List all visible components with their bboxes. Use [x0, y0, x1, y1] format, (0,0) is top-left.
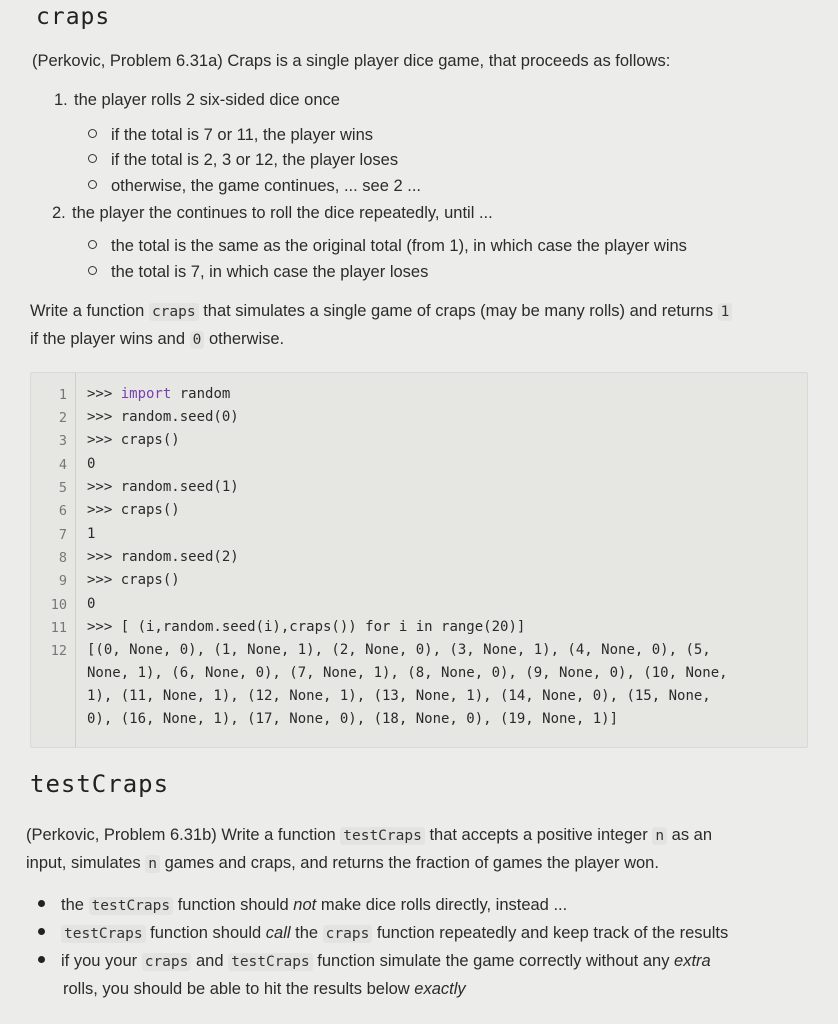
code-line [87, 596, 95, 612]
circle-bullet-icon [88, 129, 97, 138]
step-1 [54, 87, 340, 114]
bullet-text: function should [150, 924, 262, 942]
inline-code: craps [323, 925, 373, 943]
bullet-2 [38, 920, 728, 948]
prompt: >>> [87, 619, 121, 635]
code-output: 0 [87, 596, 96, 612]
prompt: >>> [87, 502, 121, 518]
emphasis: call [265, 924, 291, 942]
code-text: craps() [120, 502, 180, 518]
circle-bullet-icon [88, 240, 97, 249]
bullet-text: and [195, 952, 224, 970]
code-text: random [171, 386, 231, 402]
emphasis: exactly [414, 980, 466, 998]
sub-item-text: if the total is 7 or 11, the player wins [111, 126, 373, 144]
task-text: Write a function [30, 302, 145, 320]
bullet-text: make dice rolls directly, instead ... [320, 896, 568, 914]
step-2-sub-2 [88, 259, 428, 286]
inline-code: 1 [718, 303, 733, 321]
section-title-craps: craps [36, 4, 111, 30]
inline-code: testCraps [340, 827, 425, 845]
code-line [87, 549, 239, 565]
inline-code: n [652, 827, 667, 845]
line-number: 1 [58, 387, 67, 403]
line-number: 10 [50, 597, 67, 613]
code-text: random.seed(1) [120, 479, 239, 495]
line-number: 6 [58, 503, 67, 519]
bullet-dot-icon [38, 928, 45, 935]
sub-item-text: the total is 7, in which case the player loses [111, 263, 429, 281]
line-number: 9 [58, 573, 67, 589]
line-number-gutter [31, 373, 76, 747]
step-2-number: 2. [52, 204, 66, 222]
intro-text: that accepts a positive integer [429, 826, 648, 844]
code-example-block [30, 372, 808, 748]
step-2-text: the player the continues to roll the dice repeatedly, until ... [72, 204, 493, 222]
prompt: >>> [87, 572, 121, 588]
testcraps-intro [26, 822, 816, 878]
craps-task [30, 298, 810, 354]
code-line [87, 642, 711, 658]
keyword: import [120, 386, 172, 402]
task-text: that simulates a single game of craps (may be many rolls) and returns [203, 302, 714, 320]
line-number: 8 [58, 550, 67, 566]
sub-item-text: if the total is 2, 3 or 12, the player loses [111, 151, 399, 169]
code-line [87, 572, 180, 588]
step-1-text: the player rolls 2 six-sided dice once [74, 91, 340, 109]
code-output: 1 [87, 526, 96, 542]
code-output: 0 [87, 456, 96, 472]
intro-text: (Perkovic, Problem 6.31b) Write a function [26, 826, 336, 844]
code-line [87, 432, 180, 448]
task-text: otherwise. [208, 330, 285, 348]
line-number: 11 [50, 620, 67, 636]
craps-intro: (Perkovic, Problem 6.31a) Craps is a single player dice game, that proceeds as follows: [32, 52, 671, 70]
bullet-text: the [61, 896, 84, 914]
prompt: >>> [87, 549, 121, 565]
inline-code: 0 [190, 331, 205, 349]
task-text: if the player wins and [30, 330, 186, 348]
step-2-sub-1 [88, 233, 687, 260]
line-number: 7 [58, 527, 67, 543]
line-number: 4 [58, 457, 67, 473]
section-title-testcraps: testCraps [30, 770, 170, 798]
inline-code: n [145, 855, 160, 873]
bullet-dot-icon [38, 900, 45, 907]
sub-item-text: the total is the same as the original total (from 1), in which case the player wins [111, 237, 687, 255]
bullet-dot-icon [38, 956, 45, 963]
bullet-text: if you your [61, 952, 138, 970]
sub-item-text: otherwise, the game continues, ... see 2 ... [111, 177, 422, 195]
inline-code: craps [142, 953, 192, 971]
intro-text: games and craps, and returns the fraction of games the player won. [164, 854, 659, 872]
code-line-wrap: 0), (16, None, 1), (17, None, 0), (18, None, 0), (19, None, 1)] [87, 711, 619, 727]
emphasis: not [293, 896, 317, 914]
inline-code: testCraps [228, 953, 313, 971]
inline-code: testCraps [89, 897, 174, 915]
circle-bullet-icon [88, 266, 97, 275]
code-text: craps() [120, 572, 180, 588]
intro-text: input, simulates [26, 854, 141, 872]
step-1-sub-2 [88, 147, 398, 174]
circle-bullet-icon [88, 180, 97, 189]
inline-code: testCraps [61, 925, 146, 943]
inline-code: craps [149, 303, 199, 321]
line-number: 5 [58, 480, 67, 496]
bullet-text: the [295, 924, 319, 942]
bullet-text: function simulate the game correctly without any [317, 952, 670, 970]
code-text: random.seed(0) [120, 409, 239, 425]
step-1-number: 1. [54, 91, 68, 109]
code-line [87, 619, 525, 635]
code-line-wrap: None, 1), (6, None, 0), (7, None, 1), (8, None, 0), (9, None, 0), (10, None, [87, 665, 728, 681]
prompt: >>> [87, 386, 121, 402]
code-output: [(0, None, 0), (1, None, 1), (2, None, 0), (3, None, 1), (4, None, 0), (5, [87, 642, 711, 658]
prompt: >>> [87, 409, 121, 425]
code-line [87, 526, 95, 542]
code-line [87, 386, 230, 402]
code-line [87, 479, 239, 495]
line-number: 3 [58, 433, 67, 449]
step-1-sub-1 [88, 122, 373, 149]
code-line [87, 502, 180, 518]
bullet-1 [38, 892, 567, 920]
circle-bullet-icon [88, 154, 97, 163]
line-number: 2 [58, 410, 67, 426]
intro-text: as an [671, 826, 713, 844]
code-line [87, 456, 95, 472]
prompt: >>> [87, 432, 121, 448]
emphasis: extra [674, 952, 711, 970]
code-text: craps() [120, 432, 180, 448]
line-number: 12 [50, 643, 67, 659]
bullet-text: function repeatedly and keep track of the results [376, 924, 729, 942]
bullet-text: function should [177, 896, 289, 914]
step-1-sub-3 [88, 173, 421, 200]
step-2 [52, 200, 493, 227]
code-line [87, 409, 239, 425]
prompt: >>> [87, 479, 121, 495]
code-line-wrap: 1), (11, None, 1), (12, None, 1), (13, None, 1), (14, None, 0), (15, None, [87, 688, 711, 704]
code-text: [ (i,random.seed(i),craps()) for i in range(20)] [120, 619, 526, 635]
bullet-text: rolls, you should be able to hit the results below [63, 980, 410, 998]
code-text: random.seed(2) [120, 549, 239, 565]
bullet-3 [38, 948, 818, 1003]
